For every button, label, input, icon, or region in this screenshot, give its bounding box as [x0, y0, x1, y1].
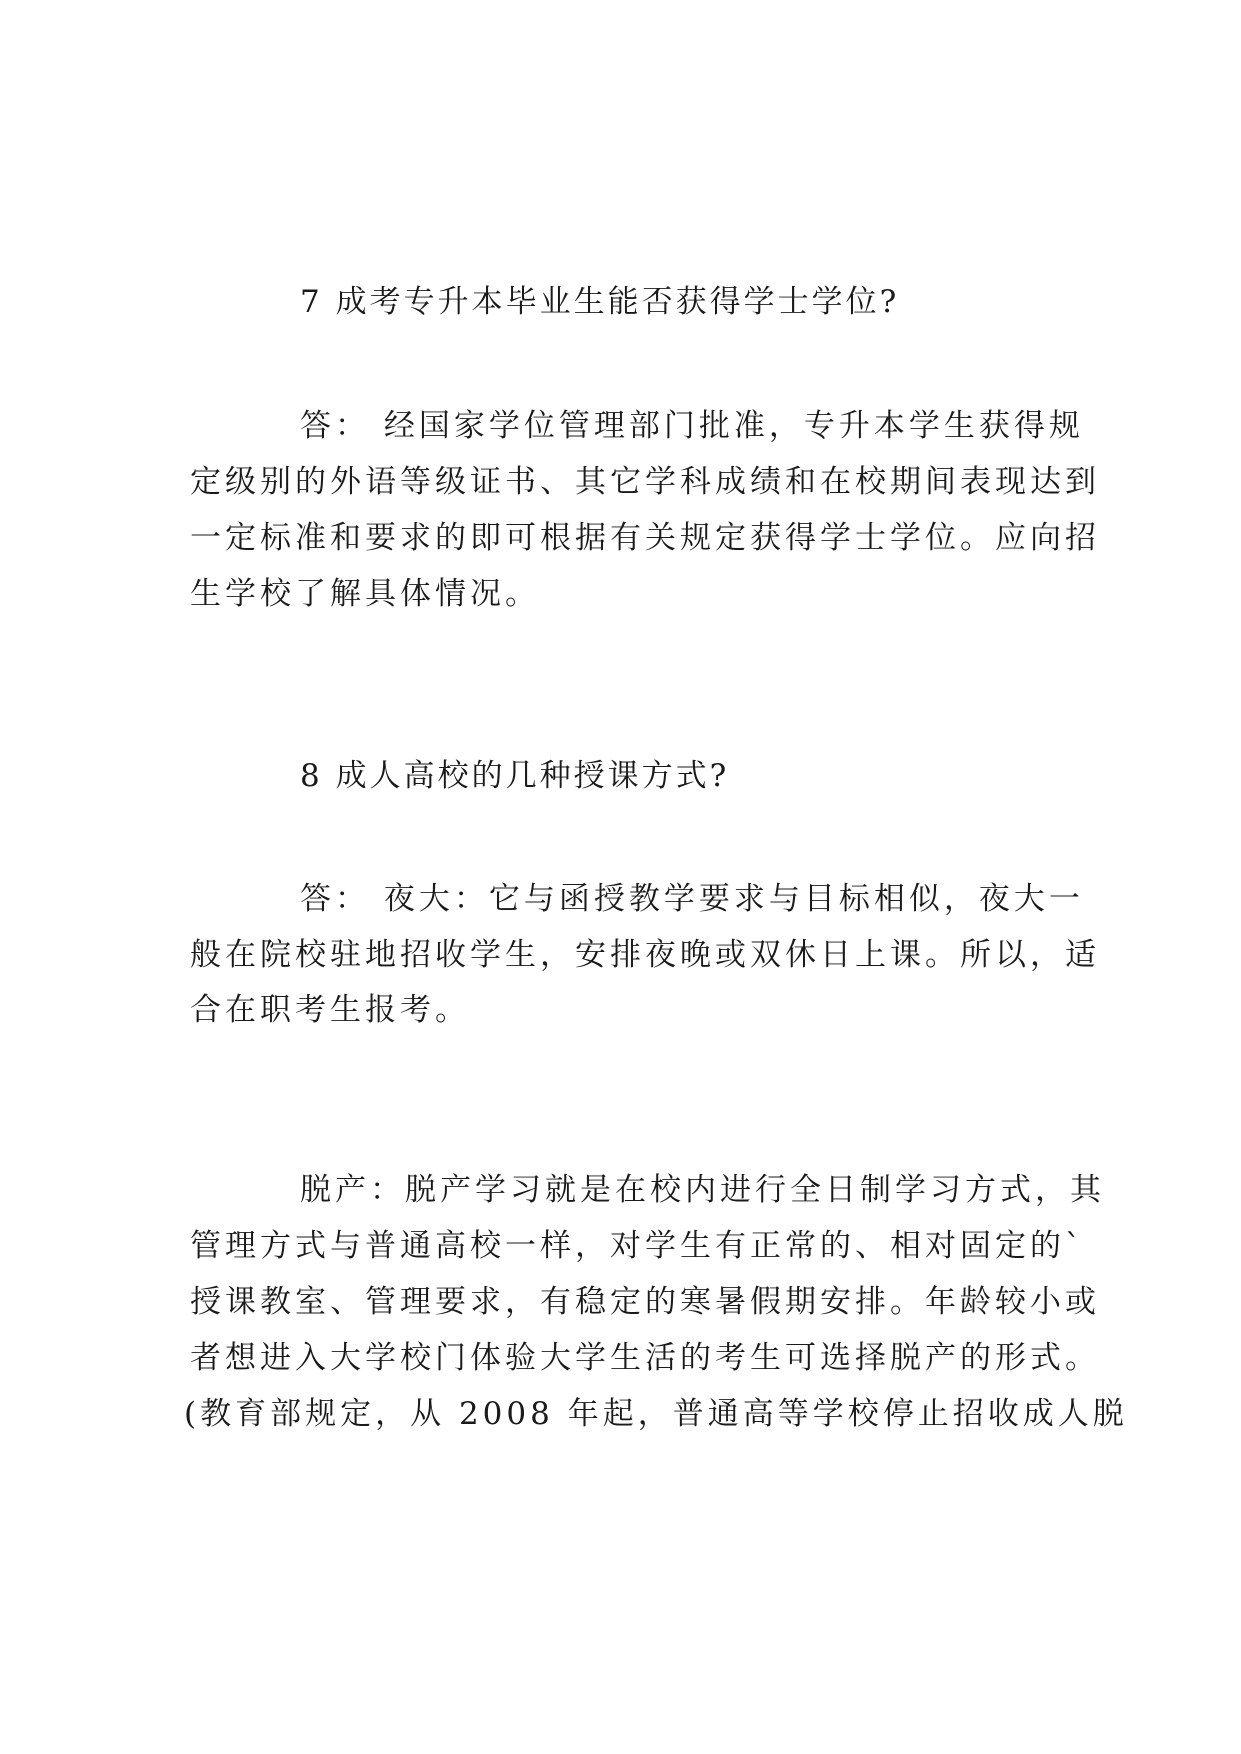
answer-7-line-3: 一定标准和要求的即可根据有关规定获得学士学位。应向招 — [190, 520, 1100, 556]
tuochan-line-1: 脱产：脱产学习就是在校内进行全日制学习方式，其 — [300, 1172, 1105, 1208]
answer-8-line-2: 般在院校驻地招收学生，安排夜晚或双休日上课。所以，适 — [190, 937, 1100, 973]
answer-7-line-2: 定级别的外语等级证书、其它学科成绩和在校期间表现达到 — [190, 464, 1100, 500]
tuochan-line-4: 者想进入大学校门体验大学生活的考生可选择脱产的形式。 — [190, 1340, 1100, 1376]
question-7-heading: 7 成考专升本毕业生能否获得学士学位? — [300, 284, 900, 320]
answer-7-line-1: 答： 经国家学位管理部门批准，专升本学生获得规 — [300, 408, 1084, 444]
tuochan-line-3: 授课教室、管理要求，有稳定的寒暑假期安排。年龄较小或 — [190, 1284, 1100, 1320]
answer-7-line-4: 生学校了解具体情况。 — [190, 576, 540, 612]
answer-8-line-1: 答： 夜大：它与函授教学要求与目标相似，夜大一 — [300, 881, 1084, 917]
tuochan-line-5: (教育部规定，从 2008 年起，普通高等学校停止招收成人脱 — [184, 1396, 1128, 1432]
question-8-heading: 8 成人高校的几种授课方式? — [300, 758, 730, 794]
tuochan-line-2: 管理方式与普通高校一样，对学生有正常的、相对固定的` — [190, 1228, 1085, 1264]
answer-8-line-3: 合在职考生报考。 — [190, 992, 470, 1028]
